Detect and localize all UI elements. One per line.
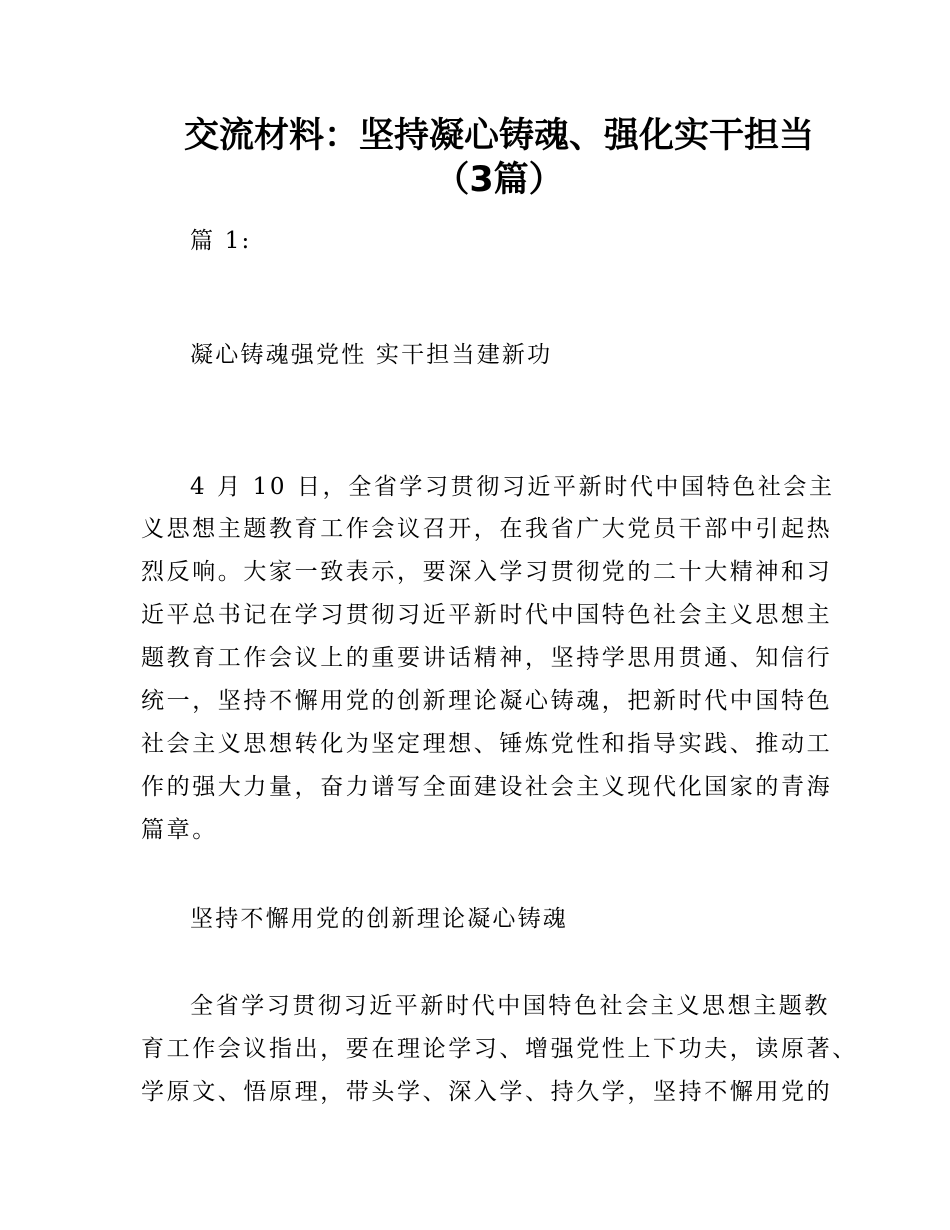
paragraph-1-line: 篇章。	[141, 817, 218, 843]
paragraph-2-line: 全省学习贯彻习近平新时代中国特色社会主义思想主题教	[190, 993, 830, 1019]
paragraph-1-line: 题教育工作会议上的重要讲话精神，坚持学思用贯通、知信行	[141, 645, 833, 671]
section-heading-2: 坚持不懈用党的创新理论凝心铸魂	[190, 906, 568, 932]
paragraph-1-line: 统一，坚持不懈用党的创新理论凝心铸魂，把新时代中国特色	[141, 688, 833, 714]
paragraph-1-line: 作的强大力量，奋力谱写全面建设社会主义现代化国家的青海	[141, 774, 833, 800]
paragraph-2-line: 育工作会议指出，要在理论学习、增强党性上下功夫，读原著、	[141, 1036, 858, 1062]
paragraph-2-line: 学原文、悟原理，带头学、深入学、持久学，坚持不懈用党的	[141, 1079, 833, 1105]
paragraph-1-line: 烈反响。大家一致表示，要深入学习贯彻党的二十大精神和习	[141, 559, 833, 585]
section-label: 篇 1:	[190, 228, 252, 254]
section-subtitle: 凝心铸魂强党性 实干担当建新功	[190, 342, 553, 368]
document-title-line-2: （3篇）	[434, 160, 564, 200]
document-title-line-1: 交流材料：坚持凝心铸魂、强化实干担当	[183, 116, 814, 156]
paragraph-1-line: 4 月 10 日，全省学习贯彻习近平新时代中国特色社会主	[190, 474, 835, 500]
paragraph-1-line: 义思想主题教育工作会议召开，在我省广大党员干部中引起热	[141, 516, 833, 542]
paragraph-1-line: 社会主义思想转化为坚定理想、锤炼党性和指导实践、推动工	[141, 731, 833, 757]
paragraph-1-line: 近平总书记在学习贯彻习近平新时代中国特色社会主义思想主	[141, 602, 833, 628]
